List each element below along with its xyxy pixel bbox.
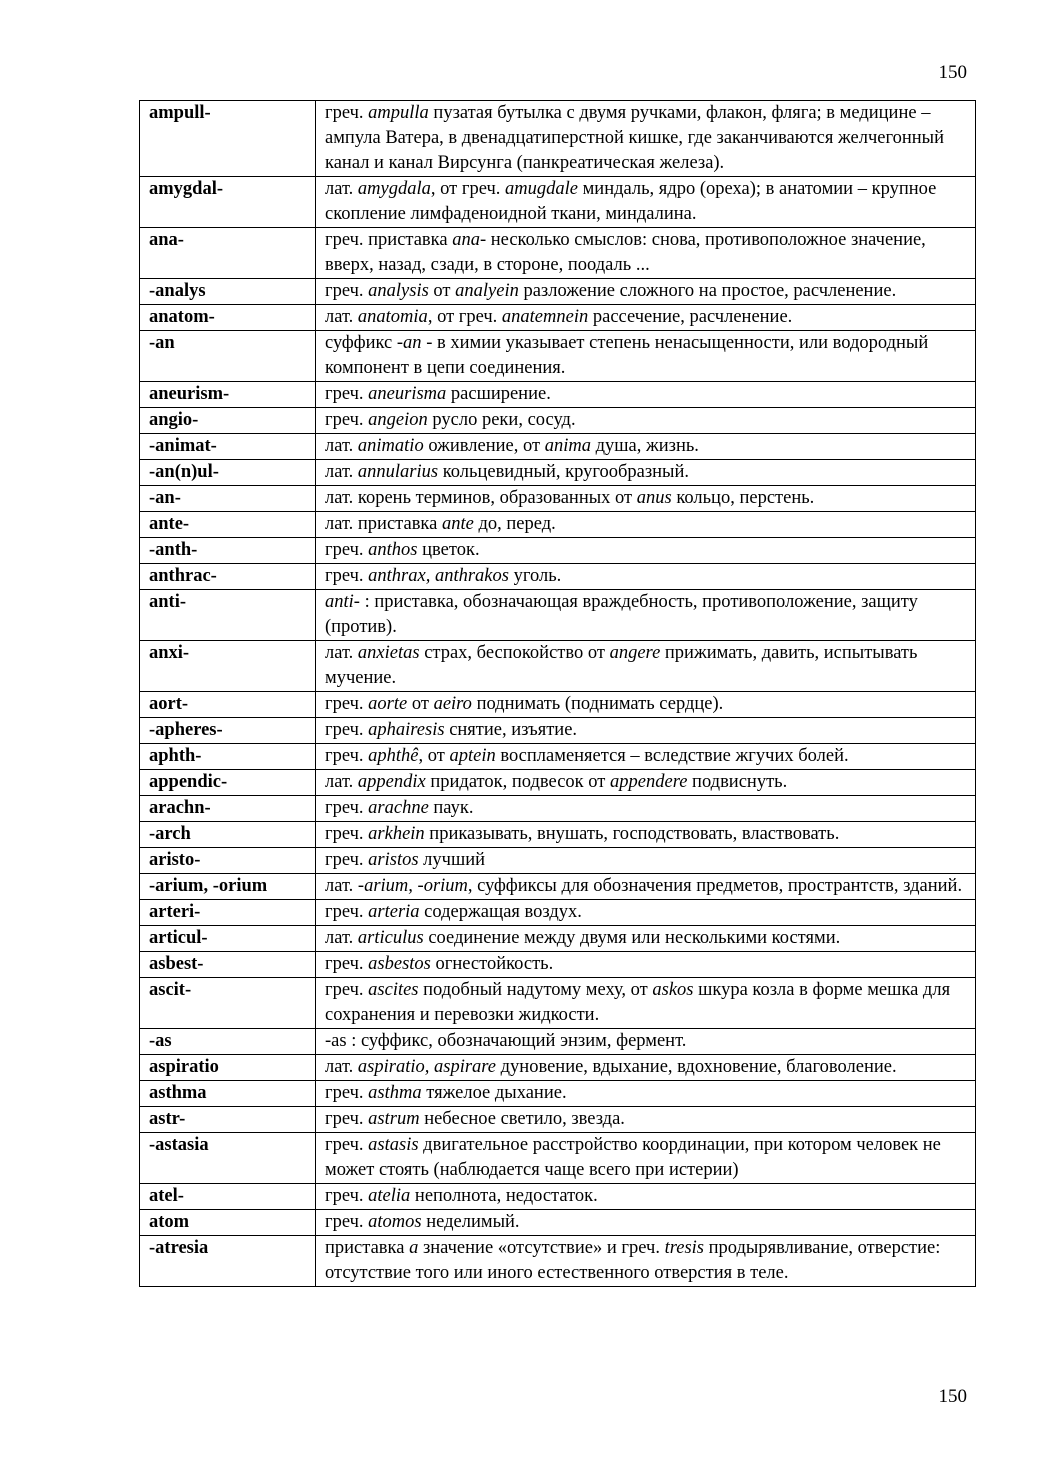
table-row (140, 1236, 976, 1287)
definition-italic-text: anus (636, 488, 672, 508)
definition-italic-text: aptein (449, 746, 496, 766)
table-row (140, 564, 976, 590)
term-cell: astr- (140, 1107, 316, 1133)
definition-text: греч. (325, 746, 369, 766)
page-number-top: 150 (938, 62, 967, 83)
definition-text: лат. (325, 876, 358, 896)
definition-italic-text: appendix (357, 772, 426, 792)
definition-italic-text: animatio (357, 436, 424, 456)
definition-text: греч. (325, 103, 369, 123)
term-cell: aphth- (140, 744, 316, 770)
term-cell: -apheres- (140, 718, 316, 744)
definition-text: душа, жизнь. (590, 436, 699, 456)
term-cell: asbest- (140, 952, 316, 978)
definition-italic-text: aphairesis (368, 720, 445, 740)
definition-cell (316, 101, 976, 177)
definition-text: греч. (325, 281, 369, 301)
definition-text: греч. приставка (325, 230, 453, 250)
definition-text: миндаль, ядро (ореха); в анатомии – крупное скопление лимфаденоидной ткани, миндалина. (325, 179, 937, 224)
definition-text: , от греч. (430, 179, 505, 199)
definition-italic-text: atelia (368, 1186, 411, 1206)
term-cell: ante- (140, 512, 316, 538)
definition-cell (316, 1081, 976, 1107)
definition-text: рассечение, расчленение. (588, 307, 793, 327)
table-row (140, 538, 976, 564)
definition-text: двигательное расстройство координации, при котором человек не может стоять (наблюдается чаще всего при истерии) (325, 1135, 941, 1180)
definition-text: лат. (325, 772, 358, 792)
definition-cell (316, 744, 976, 770)
table-row (140, 486, 976, 512)
table-row (140, 177, 976, 228)
definition-text: шкура козла в форме мешка для сохранения и перевозки жидкости. (325, 980, 951, 1025)
definition-text: подвиснуть. (687, 772, 788, 792)
term-cell: aneurism- (140, 382, 316, 408)
definition-cell (316, 1133, 976, 1184)
table-row (140, 331, 976, 382)
term-cell: amygdal- (140, 177, 316, 228)
definition-text: паук. (428, 798, 474, 818)
table-row (140, 900, 976, 926)
definition-italic-text: anxietas (357, 643, 420, 663)
definition-text: значение «отсутствие» и греч. (418, 1238, 665, 1258)
definition-text: - в химии указывает степень ненасыщенности, или водородный компонент в цепи соединения. (325, 333, 929, 378)
definition-italic-text: arachne (368, 798, 429, 818)
term-cell: ampull- (140, 101, 316, 177)
table-row (140, 101, 976, 177)
definition-italic-text: asbestos (368, 954, 431, 974)
definition-italic-text: ante (441, 514, 474, 534)
table-row (140, 978, 976, 1029)
definition-cell (316, 1029, 976, 1055)
definition-italic-text: ascites (368, 980, 419, 1000)
definition-text: лат. (325, 307, 358, 327)
table-row (140, 305, 976, 331)
term-cell: -arch (140, 822, 316, 848)
definition-cell (316, 641, 976, 692)
definition-text: греч. (325, 410, 369, 430)
definition-text: лучший (418, 850, 486, 870)
definition-cell (316, 718, 976, 744)
term-cell: -animat- (140, 434, 316, 460)
table-row (140, 1184, 976, 1210)
definition-cell (316, 978, 976, 1029)
definition-text: , от греч. (427, 307, 502, 327)
table-row (140, 848, 976, 874)
definition-italic-text: astasis (368, 1135, 419, 1155)
table-row (140, 692, 976, 718)
term-cell: anatom- (140, 305, 316, 331)
table-row (140, 434, 976, 460)
definition-cell (316, 1055, 976, 1081)
definition-cell (316, 770, 976, 796)
definition-italic-text: annularius (357, 462, 439, 482)
term-cell: -as (140, 1029, 316, 1055)
definition-cell (316, 590, 976, 641)
table-row (140, 228, 976, 279)
definition-italic-text: -an (396, 333, 422, 353)
definition-italic-text: angeion (368, 410, 428, 430)
definition-italic-text: amygdala (357, 179, 431, 199)
term-cell: appendic- (140, 770, 316, 796)
definition-italic-text: tresis (664, 1238, 704, 1258)
definition-italic-text: anatomia (357, 307, 428, 327)
definition-text: лат. (325, 436, 358, 456)
definition-text: греч. (325, 694, 369, 714)
table-row (140, 382, 976, 408)
definition-text: греч. (325, 720, 369, 740)
definition-text: оживление, от (423, 436, 545, 456)
definition-italic-text: appendere (610, 772, 688, 792)
definition-text: неполнота, недостаток. (410, 1186, 598, 1206)
definition-text: -as : суффикс, обозначающий энзим, фермент. (325, 1031, 687, 1051)
definition-text: , суффиксы для обозначения предметов, пространтств, зданий. (467, 876, 963, 896)
definition-text: греч. (325, 384, 369, 404)
definition-cell (316, 1184, 976, 1210)
definition-text: русло реки, сосуд. (427, 410, 576, 430)
definition-text: снятие, изъятие. (444, 720, 578, 740)
definition-text: разложение сложного на простое, расчленение. (518, 281, 897, 301)
definition-text: греч. (325, 980, 369, 1000)
table-row (140, 822, 976, 848)
definition-text: кольцо, перстень. (671, 488, 815, 508)
term-cell: arachn- (140, 796, 316, 822)
definition-italic-text: articulus (357, 928, 424, 948)
definition-text: лат. (325, 179, 358, 199)
term-cell: -an- (140, 486, 316, 512)
definition-italic-text: anti- (325, 592, 360, 612)
term-cell: anxi- (140, 641, 316, 692)
table-row (140, 279, 976, 305)
glossary-body (140, 101, 976, 1287)
definition-italic-text: analysis (368, 281, 429, 301)
definition-text: греч. (325, 540, 369, 560)
table-row (140, 874, 976, 900)
table-row (140, 460, 976, 486)
definition-text: лат. (325, 643, 358, 663)
definition-text: приказывать, внушать, господствовать, властвовать. (424, 824, 840, 844)
definition-cell (316, 486, 976, 512)
table-row (140, 770, 976, 796)
definition-italic-text: anima (544, 436, 591, 456)
definition-text: греч. (325, 566, 369, 586)
table-row (140, 512, 976, 538)
definition-text: лат. (325, 462, 358, 482)
term-cell: anti- (140, 590, 316, 641)
definition-italic-text: aorte (368, 694, 408, 714)
definition-italic-text: atomos (368, 1212, 422, 1232)
definition-text: греч. (325, 902, 369, 922)
definition-cell (316, 434, 976, 460)
definition-cell (316, 408, 976, 434)
definition-cell (316, 382, 976, 408)
definition-italic-text: a (409, 1238, 419, 1258)
term-cell: -anth- (140, 538, 316, 564)
term-cell: aristo- (140, 848, 316, 874)
definition-italic-text: aristos (368, 850, 419, 870)
definition-text: кольцевидный, кругообразный. (438, 462, 690, 482)
definition-text: греч. (325, 1135, 369, 1155)
definition-text: продырявливание, отверстие: отсутствие того или иного естественного отверстия в теле. (325, 1238, 941, 1283)
definition-text: греч. (325, 824, 369, 844)
definition-text: цветок. (417, 540, 480, 560)
term-cell: angio- (140, 408, 316, 434)
definition-text: поднимать (поднимать сердце). (471, 694, 724, 714)
term-cell: aspiratio (140, 1055, 316, 1081)
definition-text: греч. (325, 850, 369, 870)
table-row (140, 952, 976, 978)
definition-italic-text: aneurisma (368, 384, 447, 404)
table-row (140, 1210, 976, 1236)
definition-italic-text: amugdale (505, 179, 578, 199)
definition-cell (316, 538, 976, 564)
term-cell: -astasia (140, 1133, 316, 1184)
glossary-table (139, 100, 976, 1287)
definition-text: страх, беспокойство от (419, 643, 610, 663)
definition-text: уголь. (508, 566, 562, 586)
definition-cell (316, 796, 976, 822)
definition-italic-text: ana- (452, 230, 487, 250)
term-cell: -an(n)ul- (140, 460, 316, 486)
definition-text: лат. приставка (325, 514, 442, 534)
table-row (140, 590, 976, 641)
term-cell: arteri- (140, 900, 316, 926)
definition-cell (316, 331, 976, 382)
definition-italic-text: anthos (368, 540, 418, 560)
definition-italic-text: aspiratio, aspirare (357, 1057, 497, 1077)
definition-text: небесное светило, звезда. (419, 1109, 625, 1129)
definition-cell (316, 564, 976, 590)
definition-text: воспламеняется – вследствие жгучих болей. (495, 746, 849, 766)
definition-cell (316, 848, 976, 874)
definition-text: греч. (325, 1212, 369, 1232)
definition-italic-text: angere (609, 643, 661, 663)
table-row (140, 1133, 976, 1184)
term-cell: anthrac- (140, 564, 316, 590)
definition-text: греч. (325, 1186, 369, 1206)
definition-text: подобный надутому меху, от (418, 980, 653, 1000)
term-cell: aort- (140, 692, 316, 718)
table-row (140, 718, 976, 744)
definition-cell (316, 692, 976, 718)
definition-italic-text: aphthê (368, 746, 419, 766)
definition-cell (316, 1236, 976, 1287)
term-cell: -arium, -orium (140, 874, 316, 900)
definition-italic-text: asthma (368, 1083, 422, 1103)
definition-cell (316, 305, 976, 331)
definition-italic-text: askos (652, 980, 694, 1000)
definition-text: дуновение, вдыхание, вдохновение, благоволение. (496, 1057, 897, 1077)
definition-cell (316, 1107, 976, 1133)
term-cell: ascit- (140, 978, 316, 1029)
term-cell: atom (140, 1210, 316, 1236)
table-row (140, 408, 976, 434)
definition-cell (316, 900, 976, 926)
definition-text: лат. (325, 928, 358, 948)
definition-cell (316, 874, 976, 900)
term-cell: -analys (140, 279, 316, 305)
definition-cell (316, 926, 976, 952)
definition-text: соединение между двумя или несколькими костями. (423, 928, 841, 948)
definition-text: греч. (325, 798, 369, 818)
definition-cell (316, 228, 976, 279)
definition-text: : приставка, обозначающая враждебность, противоположение, защиту (против). (325, 592, 918, 637)
definition-text: греч. (325, 954, 369, 974)
definition-italic-text: aeiro (433, 694, 472, 714)
definition-cell (316, 279, 976, 305)
term-cell: atel- (140, 1184, 316, 1210)
table-row (140, 796, 976, 822)
definition-text: тяжелое дыхание. (421, 1083, 567, 1103)
definition-italic-text: analyein (455, 281, 519, 301)
definition-text: пузатая бутылка с двумя ручками, флакон, фляга; в медицине – ампула Ватера, в двенадцатиперстной кишке, где заканчиваются желчегонный канал и канал Вирсунга (панкреатическая железа). (325, 103, 945, 173)
definition-italic-text: arkhein (368, 824, 425, 844)
definition-italic-text: arteria (368, 902, 420, 922)
definition-text: суффикс (325, 333, 397, 353)
definition-text: расширение. (446, 384, 551, 404)
definition-cell (316, 460, 976, 486)
table-row (140, 641, 976, 692)
definition-text: до, перед. (473, 514, 556, 534)
definition-text: греч. (325, 1083, 369, 1103)
term-cell: ana- (140, 228, 316, 279)
definition-text: несколько смыслов: снова, противоположное значение, вверх, назад, сзади, в стороне, поодаль ... (325, 230, 926, 275)
definition-italic-text: ampulla (368, 103, 429, 123)
definition-cell (316, 512, 976, 538)
definition-italic-text: -arium, -orium (357, 876, 468, 896)
definition-italic-text: astrum (368, 1109, 420, 1129)
definition-text: греч. (325, 1109, 369, 1129)
definition-text: , от (418, 746, 450, 766)
definition-text: огнестойкость. (430, 954, 554, 974)
table-row (140, 1107, 976, 1133)
table-row (140, 1055, 976, 1081)
definition-text: от (407, 694, 434, 714)
definition-cell (316, 822, 976, 848)
table-row (140, 1029, 976, 1055)
definition-text: от (428, 281, 456, 301)
definition-italic-text: anatemnein (501, 307, 589, 327)
table-row (140, 926, 976, 952)
term-cell: -an (140, 331, 316, 382)
term-cell: asthma (140, 1081, 316, 1107)
definition-cell (316, 952, 976, 978)
definition-text: лат. (325, 1057, 358, 1077)
definition-text: неделимый. (421, 1212, 520, 1232)
definition-text: придаток, подвесок от (425, 772, 611, 792)
definition-cell (316, 1210, 976, 1236)
term-cell: -atresia (140, 1236, 316, 1287)
table-row (140, 1081, 976, 1107)
definition-text: лат. корень терминов, образованных от (325, 488, 637, 508)
definition-cell (316, 177, 976, 228)
definition-text: приставка (325, 1238, 410, 1258)
definition-text: прижимать, давить, испытывать мучение. (325, 643, 918, 688)
table-row (140, 744, 976, 770)
definition-italic-text: anthrax, anthrakos (368, 566, 509, 586)
term-cell: articul- (140, 926, 316, 952)
definition-text: содержащая воздух. (419, 902, 582, 922)
page-number-bottom: 150 (938, 1386, 967, 1407)
